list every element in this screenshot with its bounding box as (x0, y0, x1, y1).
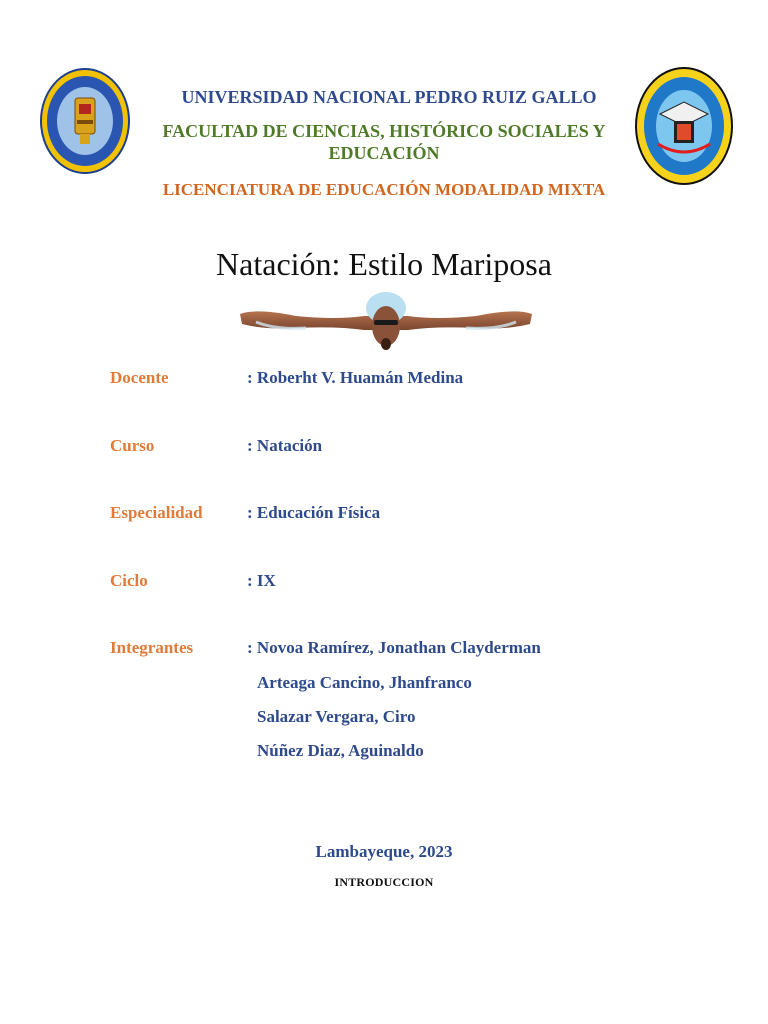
docente-value: : Roberht V. Huamán Medina (247, 368, 464, 387)
university-name: UNIVERSIDAD NACIONAL PEDRO RUIZ GALLO (181, 87, 597, 107)
docente-label: Docente (110, 368, 169, 387)
ciclo-label: Ciclo (110, 571, 148, 590)
curso-label: Curso (110, 436, 155, 455)
member-name: Arteaga Cancino, Jhanfranco (257, 673, 472, 692)
faculty-name: FACULTAD DE CIENCIAS, HISTÓRICO SOCIALES Y EDUCACIÓN (162, 121, 606, 163)
program-name: LICENCIATURA DE EDUCACIÓN MODALIDAD MIXTA (162, 180, 606, 199)
place-and-year: Lambayeque, 2023 (315, 842, 453, 861)
integrantes-value: : Novoa Ramírez, Jonathan Clayderman (247, 638, 541, 657)
member-name: Núñez Diaz, Aguinaldo (257, 741, 424, 760)
especialidad-label: Especialidad (110, 503, 203, 522)
section-heading: INTRODUCCION (334, 875, 434, 889)
ciclo-value: : IX (247, 571, 276, 590)
integrantes-label: Integrantes (110, 638, 194, 657)
curso-value: : Natación (247, 436, 323, 455)
butterfly-swimmer-image (236, 286, 536, 356)
especialidad-value: : Educación Física (247, 503, 381, 522)
document-title: Natación: Estilo Mariposa (216, 246, 552, 282)
member-name: Salazar Vergara, Ciro (257, 707, 416, 726)
